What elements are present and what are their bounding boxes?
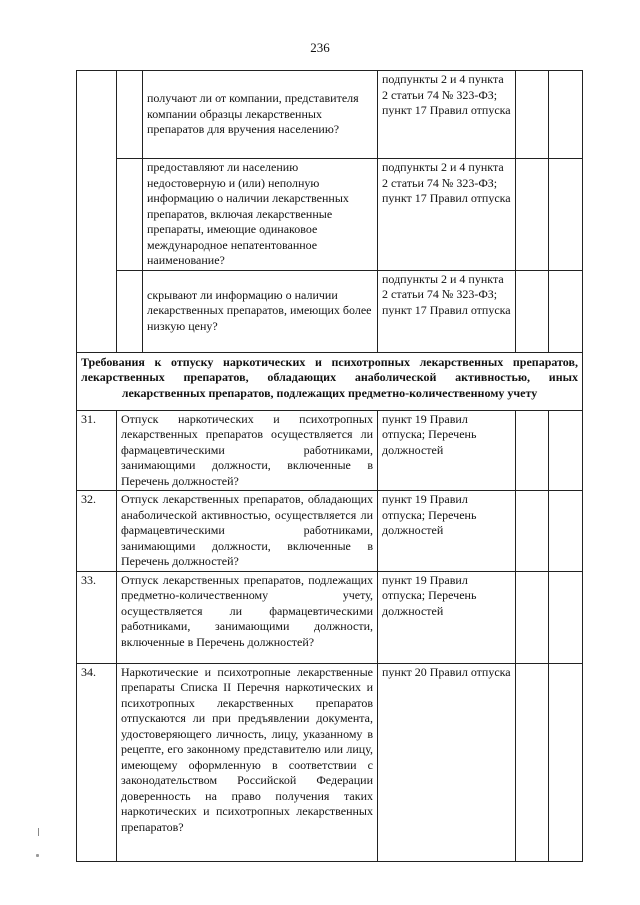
indent-cell <box>117 159 143 271</box>
row-number: 32. <box>77 491 117 572</box>
reference-cell: пункт 19 Правил отпуска; Перечень должностей <box>378 410 516 491</box>
mark-cell <box>549 270 583 352</box>
scan-edge-mark <box>38 828 43 836</box>
row-number: 34. <box>77 663 117 861</box>
mark-cell <box>549 159 583 271</box>
mark-cell <box>516 270 549 352</box>
mark-cell <box>516 571 549 663</box>
reference-cell: пункт 19 Правил отпуска; Перечень должностей <box>378 491 516 572</box>
mark-cell <box>516 663 549 861</box>
table-row <box>77 571 583 663</box>
question-cell: получают ли от компании, представителя компании образцы лекарственных препаратов для вручения населению? <box>143 71 378 159</box>
table-row <box>77 491 583 572</box>
mark-cell <box>516 491 549 572</box>
reference-cell: пункт 19 Правил отпуска; Перечень должностей <box>378 571 516 663</box>
number-cell-empty <box>77 71 117 353</box>
mark-cell <box>549 71 583 159</box>
table-row <box>77 270 583 352</box>
indent-cell <box>117 270 143 352</box>
section-title: Требования к отпуску наркотических и психотропных лекарственных препаратов, лекарственных препаратов, обладающих анаболической активностью, иных лекарственных препаратов, подлежащих предметно-количественному учету <box>77 352 583 410</box>
mark-cell <box>516 410 549 491</box>
row-number: 31. <box>77 410 117 491</box>
mark-cell <box>549 491 583 572</box>
reference-cell: подпункты 2 и 4 пункта 2 статьи 74 № 323-ФЗ; пункт 17 Правил отпуска <box>378 159 516 271</box>
reference-cell: пункт 20 Правил отпуска <box>378 663 516 861</box>
question-cell: предоставляют ли населению недостоверную и (или) неполную информацию о наличии лекарственных препаратов, включая лекарственные препараты, имеющие одинаковое международное непатентованное наименование? <box>143 159 378 271</box>
reference-cell: подпункты 2 и 4 пункта 2 статьи 74 № 323-ФЗ; пункт 17 Правил отпуска <box>378 270 516 352</box>
mark-cell <box>549 410 583 491</box>
checklist-table <box>76 70 583 862</box>
indent-cell <box>117 71 143 159</box>
mark-cell <box>549 663 583 861</box>
requirement-cell: Отпуск наркотических и психотропных лекарственных препаратов осуществляется ли фармацевтическими работниками, занимающими должности, включенные в Перечень должностей? <box>117 410 378 491</box>
scan-edge-dot <box>36 854 39 857</box>
page-number: 236 <box>310 40 330 55</box>
row-number: 33. <box>77 571 117 663</box>
requirement-cell: Отпуск лекарственных препаратов, подлежащих предметно-количественному учету, осуществляется ли фармацевтическими работниками, занимающими должности, включенные в Перечень должностей? <box>117 571 378 663</box>
reference-cell: подпункты 2 и 4 пункта 2 статьи 74 № 323-ФЗ; пункт 17 Правил отпуска <box>378 71 516 159</box>
mark-cell <box>516 71 549 159</box>
requirement-cell: Наркотические и психотропные лекарственные препараты Списка II Перечня наркотических и психотропных лекарственных препаратов отпускаются ли при предъявлении документа, удостоверяющего личность, лицу, указанному в рецепте, его законному представителю или лицу, имеющему оформленную в соответствии с законодательством Российской Федерации доверенность на право получения таких наркотических и психотропных лекарственных препаратов? <box>117 663 378 861</box>
mark-cell <box>516 159 549 271</box>
table-row <box>77 410 583 491</box>
table-row <box>77 663 583 861</box>
section-header-row <box>77 352 583 410</box>
question-cell: скрывают ли информацию о наличии лекарственных препаратов, имеющих более низкую цену? <box>143 270 378 352</box>
table-row <box>77 71 583 159</box>
table-row <box>77 159 583 271</box>
requirement-cell: Отпуск лекарственных препаратов, обладающих анаболической активностью, осуществляется ли фармацевтическими работниками, занимающими должности, включенные в Перечень должностей? <box>117 491 378 572</box>
mark-cell <box>549 571 583 663</box>
